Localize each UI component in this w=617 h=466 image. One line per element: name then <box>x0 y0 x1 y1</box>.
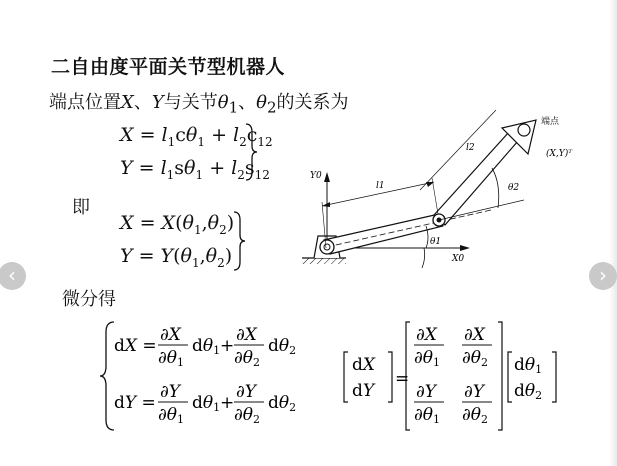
prev-slide-button[interactable] <box>0 262 26 290</box>
robot-arm-diagram <box>296 108 596 274</box>
svg-text:∂θ1: ∂θ1 <box>414 348 441 369</box>
eq2-right-brace <box>232 210 246 272</box>
slide-subtitle: 端点位置X、Y与关节$\theta_1$、$\theta_2$的关系为 <box>49 92 349 117</box>
ground-hatch <box>302 258 346 264</box>
svg-text:dX =: dX = <box>114 336 157 356</box>
coord-label: (X,Y)ᵀ <box>546 149 573 159</box>
l2-label: l2 <box>466 143 475 153</box>
svg-text:dθ1: dθ1 <box>192 336 221 357</box>
theta1-label: θ1 <box>430 237 442 247</box>
eq1-line2: $Y = l_1s\theta_1 + l_2s_{12}$ <box>120 157 270 182</box>
svg-text:∂θ1: ∂θ1 <box>158 348 185 369</box>
chevron-right-icon: › <box>599 263 607 287</box>
svg-text:∂X: ∂X <box>416 325 437 345</box>
svg-text:dY: dY <box>352 381 375 401</box>
y0-label: Y0 <box>310 171 322 181</box>
svg-text:dθ1: dθ1 <box>192 393 221 414</box>
eq2-line1: $X = X(\theta_1,\theta_2)$ <box>120 212 235 237</box>
svg-text:dθ2: dθ2 <box>514 381 543 402</box>
eq2-line2: $Y = Y(\theta_1,\theta_2)$ <box>120 245 233 270</box>
slide-title: 二自由度平面关节型机器人 <box>51 56 286 78</box>
svg-text:∂θ2: ∂θ2 <box>462 405 489 426</box>
svg-text:∂θ2: ∂θ2 <box>234 405 261 426</box>
svg-text:∂Y: ∂Y <box>236 382 257 402</box>
ji-label: 即 <box>72 197 90 218</box>
svg-text:∂Y: ∂Y <box>160 382 181 402</box>
svg-text:∂θ1: ∂θ1 <box>414 405 441 426</box>
svg-text:∂Y: ∂Y <box>464 382 485 402</box>
svg-text:∂X: ∂X <box>160 325 181 345</box>
diff-equations <box>100 318 310 436</box>
svg-text:dθ1: dθ1 <box>514 355 543 376</box>
svg-text:dθ2: dθ2 <box>268 393 297 414</box>
svg-text:∂θ2: ∂θ2 <box>462 348 489 369</box>
chevron-left-icon: ‹ <box>8 263 16 287</box>
eq1-line1: $X = l_1c\theta_1 + l_2c_{12}$ <box>120 124 273 149</box>
svg-text:∂Y: ∂Y <box>416 382 437 402</box>
svg-text:+: + <box>220 393 235 413</box>
theta2-label: θ2 <box>508 183 520 193</box>
svg-text:∂θ2: ∂θ2 <box>234 348 261 369</box>
matrix-equation <box>340 318 565 436</box>
diff-label: 微分得 <box>62 289 116 310</box>
l1-label: l1 <box>376 181 385 191</box>
svg-text:dθ2: dθ2 <box>268 336 297 357</box>
svg-text:∂θ1: ∂θ1 <box>158 405 185 426</box>
next-slide-button[interactable] <box>589 262 617 290</box>
eq1-right-brace <box>244 122 258 182</box>
endpoint-label: 端点 <box>541 117 560 127</box>
svg-text:+: + <box>220 336 235 356</box>
svg-text:∂X: ∂X <box>464 325 485 345</box>
svg-text:∂X: ∂X <box>236 325 257 345</box>
svg-text:dY =: dY = <box>114 393 156 413</box>
x0-label: X0 <box>452 254 465 264</box>
svg-text:dX: dX <box>352 355 375 375</box>
slide-edge-shadow <box>609 0 617 466</box>
svg-text:=: = <box>395 369 410 389</box>
